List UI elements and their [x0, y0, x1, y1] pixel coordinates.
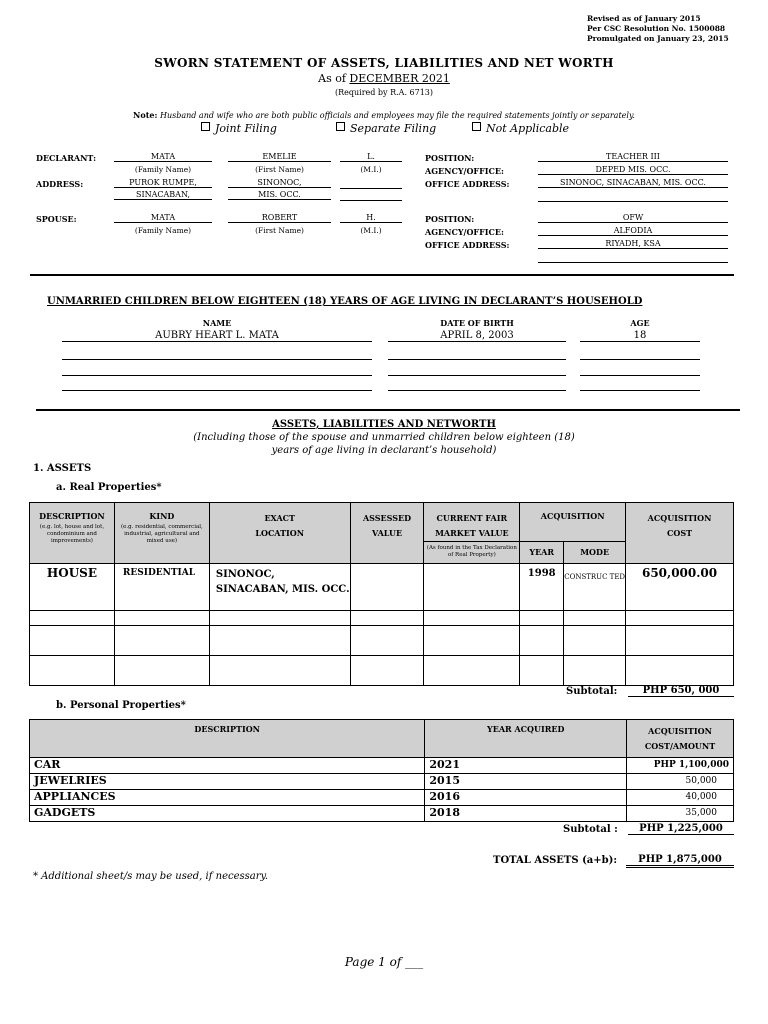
page-number: Page 1 of ___ [344, 955, 424, 969]
empty-cell[interactable] [626, 626, 734, 656]
header-assessed [351, 511, 424, 541]
header-cost-line: COST/AMOUNT [644, 741, 716, 751]
address-line1a[interactable]: PUROK RUMPE, [114, 178, 212, 188]
table-row [30, 774, 734, 790]
office-address-label: OFFICE ADDRESS: [425, 179, 510, 189]
empty-cell[interactable] [520, 656, 564, 686]
total-assets-label: TOTAL ASSETS (a+b): [493, 855, 618, 866]
table-row [30, 656, 734, 686]
children-name-header: NAME [202, 318, 232, 328]
personal-subtotal-label: Subtotal : [563, 824, 618, 835]
family-name-caption: (Family Name) [134, 226, 192, 235]
table-row [30, 626, 734, 656]
empty-cell[interactable] [520, 626, 564, 656]
office-address-blank[interactable] [538, 252, 728, 263]
header-cell [114, 503, 209, 564]
header-year-acquired: YEAR ACQUIRED [487, 724, 565, 734]
table-row [30, 564, 734, 611]
empty-cell[interactable] [626, 611, 734, 626]
required-by: (Required by R.A. 6713) [334, 88, 434, 97]
real-year-cell[interactable]: 1998 [520, 564, 564, 611]
header-cell [350, 503, 424, 564]
additional-sheet-note: * Additional sheet/s may be used, if necessary. [33, 871, 269, 882]
revision-line: Per CSC Resolution No. 1500088 [587, 24, 726, 33]
empty-cell[interactable] [114, 626, 209, 656]
section-divider [30, 274, 734, 276]
child-blank-row[interactable] [580, 378, 700, 391]
personal-year-cell[interactable]: 2015 [425, 774, 627, 790]
header-cell [627, 720, 734, 758]
header-description-note: (e.g. lot, house and lot, condominium and improvements) [39, 524, 105, 544]
header-cell [425, 720, 627, 758]
checkbox-icon[interactable] [336, 122, 345, 131]
empty-cell[interactable] [30, 656, 115, 686]
agency-label: AGENCY/OFFICE: [425, 227, 504, 237]
header-mode: MODE [580, 547, 610, 557]
real-desc-cell[interactable]: HOUSE [30, 564, 115, 611]
not-applicable-option[interactable] [472, 122, 569, 135]
spouse-family-name[interactable]: MATA [114, 213, 212, 223]
declarant-label: DECLARANT: [36, 153, 97, 163]
empty-cell[interactable] [30, 611, 115, 626]
header-description: DESCRIPTION [39, 511, 105, 521]
real-assessed-cell[interactable] [350, 564, 424, 611]
option-label: Separate Filing [350, 122, 437, 135]
header-location-line: EXACT [264, 513, 295, 523]
header-cell [626, 503, 734, 564]
real-cost-cell[interactable]: 650,000.00 [626, 564, 734, 611]
first-name-caption: (First Name) [255, 165, 304, 174]
option-label: Joint Filing [215, 122, 277, 135]
child-dob[interactable]: APRIL 8, 2003 [388, 330, 566, 342]
section-divider [36, 409, 740, 411]
assets-subtitle: (Including those of the spouse and unmarried children below eighteen (18) [193, 432, 575, 443]
empty-cell[interactable] [520, 611, 564, 626]
as-of-line [0, 72, 768, 85]
declarant-first-name[interactable]: EMELIE [228, 152, 331, 162]
personal-cost-cell[interactable]: 50,000 [627, 774, 734, 790]
child-blank-row[interactable] [62, 363, 372, 376]
family-name-caption: (Family Name) [134, 165, 192, 174]
first-name-caption: (First Name) [255, 226, 304, 235]
personal-year-cell[interactable]: 2021 [425, 758, 627, 774]
header-assessed-line: VALUE [371, 528, 403, 538]
spouse-agency[interactable]: ALFODIA [538, 226, 728, 236]
real-location-cell[interactable]: SINONOC, SINACABAN, MIS. OCC. [209, 564, 350, 611]
header-acquisition: ACQUISITION [540, 511, 605, 521]
header-market [424, 511, 519, 541]
declarant-family-name[interactable]: MATA [114, 152, 212, 162]
header-market-line: MARKET VALUE [435, 528, 509, 538]
real-market-cell[interactable] [424, 564, 520, 611]
header-cell [520, 503, 626, 542]
spouse-first-name[interactable]: ROBERT [228, 213, 331, 223]
empty-cell[interactable] [350, 656, 424, 686]
child-blank-row[interactable] [62, 378, 372, 391]
empty-cell[interactable] [424, 656, 520, 686]
personal-properties-heading: b. Personal Properties* [56, 700, 186, 711]
child-blank-row[interactable] [580, 363, 700, 376]
children-dob-header: DATE OF BIRTH [440, 318, 514, 328]
header-market-line: CURRENT FAIR [436, 513, 508, 523]
header-kind: KIND [149, 511, 175, 521]
child-blank-row[interactable] [388, 363, 566, 376]
address-line2b[interactable]: MIS. OCC. [228, 190, 331, 200]
address-line1b[interactable]: SINONOC, [228, 178, 331, 188]
real-mode-cell[interactable]: CONSTRUC TED [564, 564, 626, 611]
office-address-label: OFFICE ADDRESS: [425, 240, 510, 250]
empty-cell[interactable] [564, 656, 626, 686]
header-cell [520, 542, 564, 564]
empty-cell[interactable] [114, 611, 209, 626]
table-row [30, 790, 734, 806]
header-cost-line: COST [667, 528, 693, 538]
real-subtotal-value: PHP 650, 000 [628, 685, 734, 697]
header-cost-line: ACQUISITION [647, 513, 712, 523]
empty-cell[interactable] [209, 611, 350, 626]
personal-properties-table [29, 719, 734, 822]
personal-desc-cell[interactable]: GADGETS [30, 806, 425, 822]
child-age[interactable]: 18 [580, 330, 700, 342]
declarant-position[interactable]: TEACHER III [538, 152, 728, 162]
children-age-header: AGE [630, 318, 650, 328]
child-blank-row[interactable] [62, 347, 372, 360]
table-row [30, 758, 734, 774]
header-assessed-line: ASSESSED [362, 513, 412, 523]
real-properties-heading: a. Real Properties* [56, 482, 162, 493]
table-header-row [30, 503, 734, 542]
empty-cell[interactable] [564, 611, 626, 626]
header-market-note: (As found in the Tax Declaration of Real Property) [426, 545, 517, 558]
revision-line: Revised as of January 2015 [587, 14, 701, 23]
personal-year-cell[interactable]: 2016 [425, 790, 627, 806]
header-year: YEAR [529, 547, 555, 557]
note-label: Note: [133, 110, 158, 120]
spouse-label: SPOUSE: [36, 214, 77, 224]
assets-subtitle: years of age living in declarant’s household) [271, 445, 497, 456]
child-blank-row[interactable] [388, 347, 566, 360]
revision-note [587, 14, 729, 44]
spouse-mi[interactable]: H. [340, 213, 402, 223]
empty-cell[interactable] [424, 626, 520, 656]
note-text: Husband and wife who are both public officials and employees may file the required statements jointly or separately. [159, 111, 635, 120]
joint-filing-option[interactable] [201, 122, 277, 135]
empty-cell[interactable] [424, 611, 520, 626]
header-kind-note: (e.g. residential, commercial, industrial, agricultural and mixed use) [120, 524, 203, 544]
real-kind-cell[interactable]: RESIDENTIAL [114, 564, 209, 611]
empty-cell[interactable] [350, 626, 424, 656]
table-header-row [30, 720, 734, 758]
mi-caption: (M.I.) [360, 165, 382, 174]
option-label: Not Applicable [486, 122, 570, 135]
header-location-line: LOCATION [255, 528, 305, 538]
empty-cell[interactable] [564, 626, 626, 656]
personal-cost-cell[interactable]: 35,000 [627, 806, 734, 822]
empty-cell[interactable] [30, 626, 115, 656]
filing-note [0, 110, 768, 120]
header-cell [424, 503, 520, 542]
mi-caption: (M.I.) [360, 226, 382, 235]
as-of-date: DECEMBER 2021 [349, 72, 450, 85]
form-title: SWORN STATEMENT OF ASSETS, LIABILITIES AND NET WORTH [154, 56, 614, 70]
children-section-title: UNMARRIED CHILDREN BELOW EIGHTEEN (18) YEARS OF AGE LIVING IN DECLARANT’S HOUSEHOLD [47, 296, 643, 307]
separate-filing-option[interactable] [336, 122, 436, 135]
empty-cell[interactable] [350, 611, 424, 626]
declarant-agency[interactable]: DEPED MIS. OCC. [538, 165, 728, 175]
table-row [30, 611, 734, 626]
child-name[interactable]: AUBRY HEART L. MATA [62, 330, 372, 342]
empty-cell[interactable] [626, 656, 734, 686]
empty-cell[interactable] [209, 656, 350, 686]
office-address-blank[interactable] [538, 191, 728, 202]
header-cost [627, 724, 733, 754]
empty-cell[interactable] [209, 626, 350, 656]
personal-cost-cell[interactable]: 40,000 [627, 790, 734, 806]
personal-desc-cell[interactable]: APPLIANCES [30, 790, 425, 806]
real-subtotal-label: Subtotal: [566, 686, 618, 697]
empty-cell[interactable] [114, 656, 209, 686]
address-blank[interactable] [340, 178, 402, 189]
position-label: POSITION: [425, 153, 475, 163]
address-label: ADDRESS: [36, 179, 84, 189]
revision-line: Promulgated on January 23, 2015 [587, 34, 729, 43]
table-row [30, 806, 734, 822]
agency-label: AGENCY/OFFICE: [425, 166, 504, 176]
header-cell [30, 720, 425, 758]
personal-subtotal-value: PHP 1,225,000 [628, 823, 734, 835]
position-label: POSITION: [425, 214, 475, 224]
header-cost [626, 511, 733, 541]
personal-year-cell[interactable]: 2018 [425, 806, 627, 822]
header-cost-line: ACQUISITION [648, 726, 712, 736]
header-cell [564, 542, 626, 564]
checkbox-icon[interactable] [201, 122, 210, 131]
real-properties-table [29, 502, 734, 686]
header-cell [424, 542, 520, 564]
header-location [210, 511, 350, 541]
assets-section-title: ASSETS, LIABILITIES AND NETWORTH [272, 419, 496, 430]
total-assets-value: PHP 1,875,000 [626, 854, 734, 868]
spouse-position[interactable]: OFW [538, 213, 728, 223]
spouse-office-address[interactable]: RIYADH, KSA [538, 239, 728, 249]
address-blank[interactable] [340, 190, 402, 201]
assets-heading: 1. ASSETS [33, 463, 92, 474]
personal-cost-cell[interactable]: PHP 1,100,000 [627, 758, 734, 774]
checkbox-icon[interactable] [472, 122, 481, 131]
header-cell [30, 503, 115, 564]
declarant-mi[interactable]: L. [340, 152, 402, 162]
declarant-office-address[interactable]: SINONOC, SINACABAN, MIS. OCC. [538, 178, 728, 188]
header-cell [209, 503, 350, 564]
child-blank-row[interactable] [388, 378, 566, 391]
personal-desc-cell[interactable]: CAR [30, 758, 425, 774]
child-blank-row[interactable] [580, 347, 700, 360]
personal-desc-cell[interactable]: JEWELRIES [30, 774, 425, 790]
as-of-label: As of [318, 72, 346, 85]
address-line2a[interactable]: SINACABAN, [114, 190, 212, 200]
header-description: DESCRIPTION [194, 724, 260, 734]
